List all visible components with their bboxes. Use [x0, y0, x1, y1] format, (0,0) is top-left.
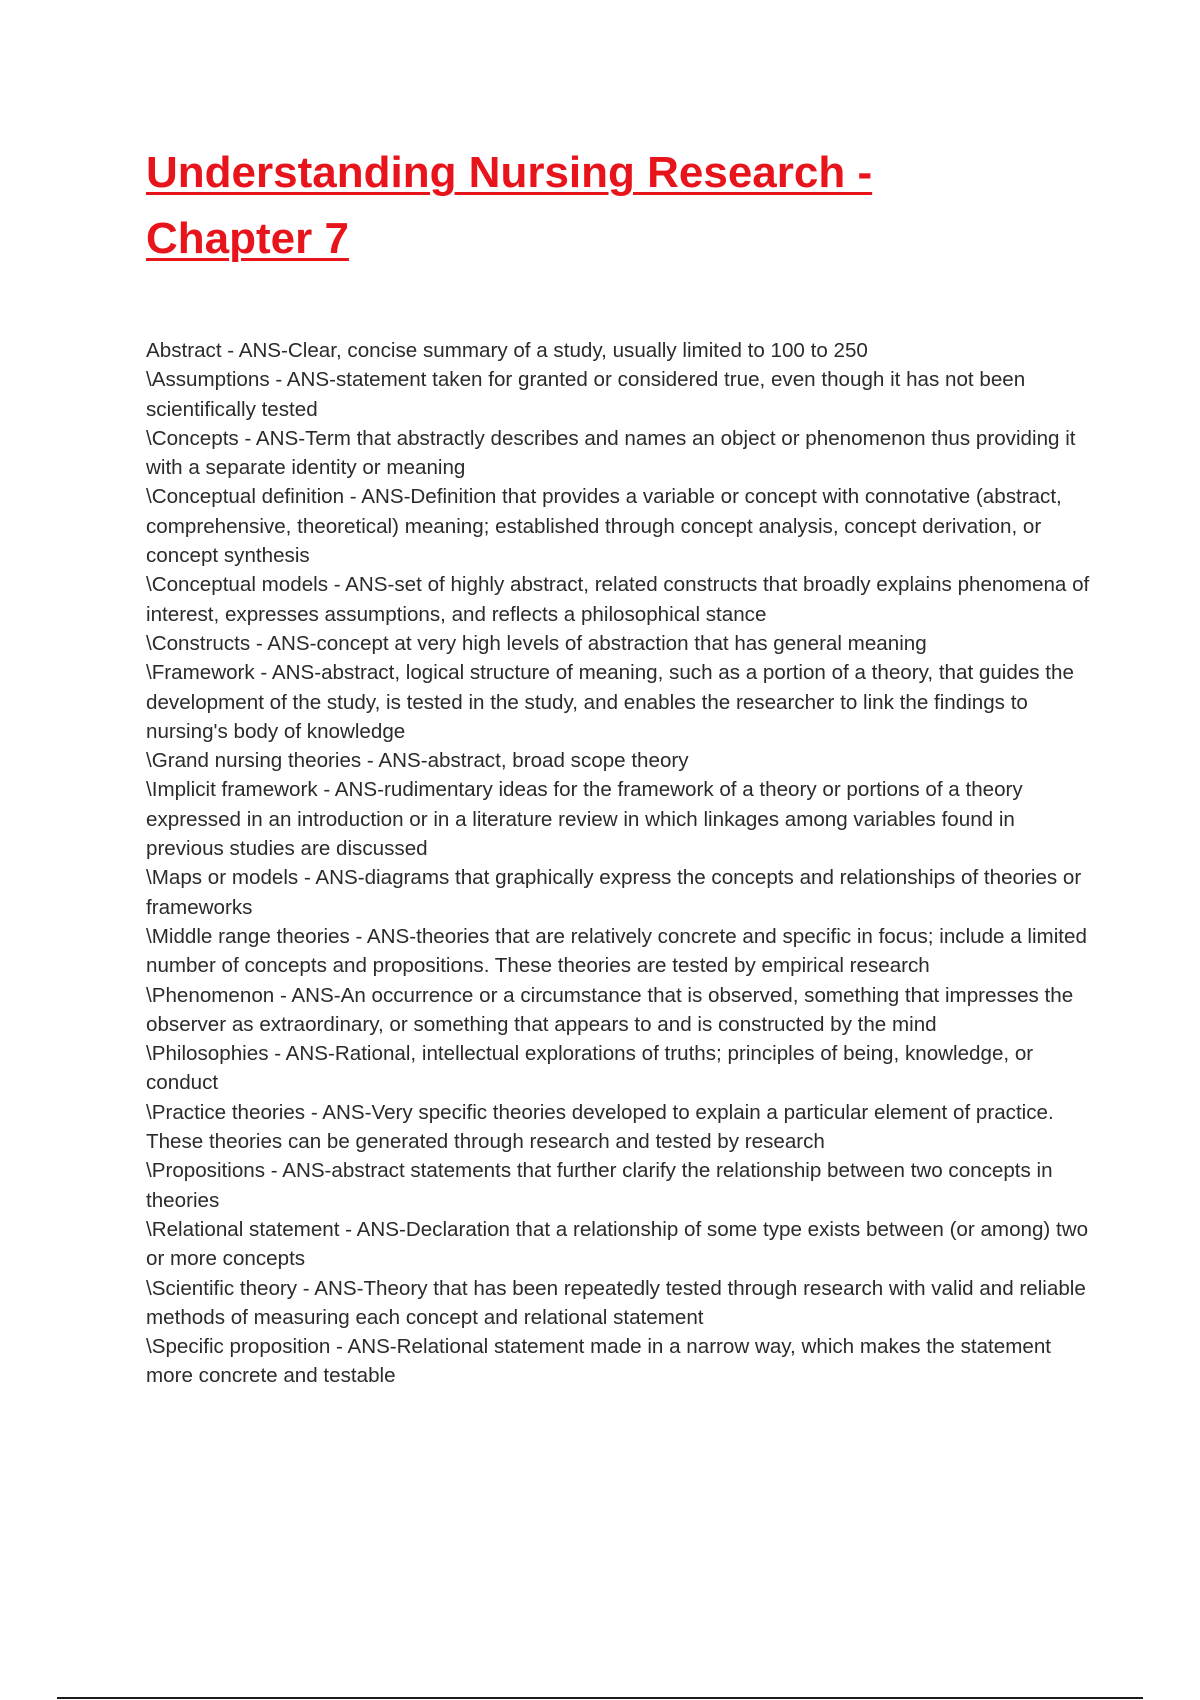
glossary-entry-framework: \Framework - ANS-abstract, logical structure of meaning, such as a portion of a theory, that guides the development of the study, is tested in the study, and enables the researcher to link the findings to nursing's body of knowledge — [146, 661, 1074, 743]
glossary-entry-assumptions: \Assumptions - ANS-statement taken for granted or considered true, even though it has not been scientifically tested — [146, 368, 1026, 421]
page-title — [146, 140, 1046, 272]
glossary-entry-propositions: \Propositions - ANS-abstract statements that further clarify the relationship between two concepts in theories — [146, 1159, 1053, 1212]
title-line-2: Chapter 7 — [146, 214, 349, 263]
glossary-entry-concepts: \Concepts - ANS-Term that abstractly describes and names an object or phenomenon thus providing it with a separate identity or meaning — [146, 426, 1076, 480]
glossary-entry-abstract: Abstract - ANS-Clear, concise summary of a study, usually limited to 100 to 250 — [146, 339, 868, 362]
glossary-entry-practice-theories: \Practice theories - ANS-Very specific theories developed to explain a particular element of practice. These theories can be generated through research and tested by research — [146, 1100, 1054, 1154]
glossary-entry-conceptual-definition: \Conceptual definition - ANS-Definition that provides a variable or concept with connotative (abstract, comprehensive, theoretical) meaning; established through concept analysis, concept derivation, or concept synthesis — [146, 485, 1062, 568]
title-line-1: Understanding Nursing Research - — [146, 148, 873, 197]
page-bottom-rule — [57, 1697, 1143, 1699]
glossary-entry-conceptual-models: \Conceptual models - ANS-set of highly abstract, related constructs that broadly explains phenomena of interest, expresses assumptions, and reflects a philosophical stance — [146, 573, 1090, 626]
glossary-entry-grand-nursing-theories: \Grand nursing theories - ANS-abstract, broad scope theory — [146, 749, 689, 773]
glossary-entry-philosophies: \Philosophies - ANS-Rational, intellectual explorations of truths; principles of being, knowledge, or conduct — [146, 1042, 1034, 1095]
glossary-entry-maps-or-models: \Maps or models - ANS-diagrams that graphically express the concepts and relationships of theories or frameworks — [146, 866, 1082, 919]
glossary-entry-scientific-theory: \Scientific theory - ANS-Theory that has been repeatedly tested through research with valid and reliable methods of measuring each concept and relational statement — [146, 1276, 1086, 1329]
glossary-entry-constructs: \Constructs - ANS-concept at very high levels of abstraction that has general meaning — [146, 631, 927, 655]
glossary-entry-phenomenon: \Phenomenon - ANS-An occurrence or a circumstance that is observed, something that impresses the observer as extraordinary, or something that appears to and is constructed by the mind — [146, 983, 1074, 1036]
glossary-entry-relational-statement: \Relational statement - ANS-Declaration that a relationship of some type exists between (or among) two or more concepts — [146, 1217, 1089, 1271]
glossary-entry-implicit-framework: \Implicit framework - ANS-rudimentary ideas for the framework of a theory or portions of a theory expressed in an introduction or in a literature review in which linkages among variables found in previous studies are discussed — [146, 778, 1023, 861]
glossary-entry-specific-proposition: \Specific proposition - ANS-Relational statement made in a narrow way, which makes the statement more concrete and testable — [146, 1335, 1052, 1388]
glossary-entry-middle-range-theories: \Middle range theories - ANS-theories that are relatively concrete and specific in focus; include a limited number of concepts and propositions. These theories are tested by empirical research — [146, 924, 1087, 978]
glossary-list — [146, 336, 1096, 1391]
